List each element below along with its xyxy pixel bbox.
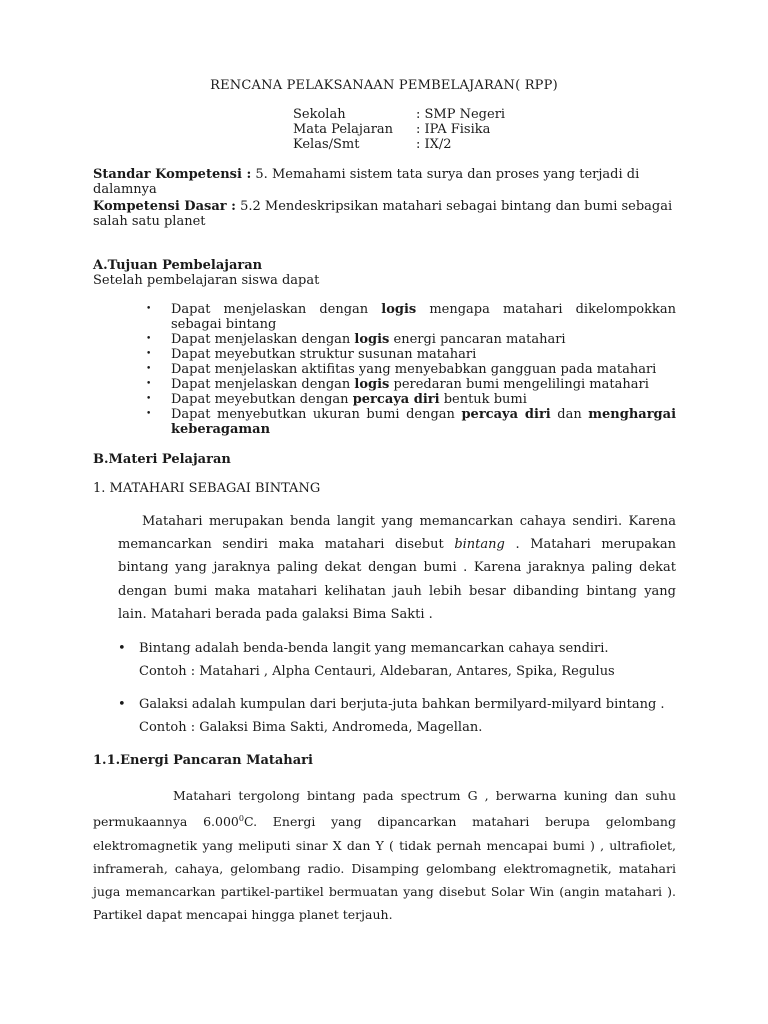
info-row-mata-pelajaran: [293, 122, 505, 137]
info-table: [293, 107, 505, 152]
info-label: Mata Pelajaran: [293, 122, 394, 137]
bullet-icon: •: [146, 379, 152, 389]
bullet-icon: •: [146, 304, 152, 314]
info-value: : IPA Fisika: [416, 122, 491, 137]
bintang-definition: [118, 637, 678, 683]
bullet-icon: •: [118, 697, 126, 712]
matahari-paragraph: Matahari merupakan benda langit yang memancarkan cahaya sendiri. Karena memancarkan sendiri maka matahari disebut bintang . Matahari merupakan bintang yang jaraknya paling dekat dengan bumi . Karena jaraknya paling dekat dengan bumi maka matahari kelihatan jauh lebih besar dibanding bintang yang lain. Matahari berada pada galaksi Bima Sakti .: [118, 514, 677, 622]
standar-label: Standar Kompetensi :: [93, 167, 252, 182]
bullet-icon: •: [146, 409, 152, 419]
list-item: • Dapat menyebutkan ukuran bumi dengan percaya diri dan menghargai keberagaman: [146, 407, 677, 437]
bintang-example: Contoh : Matahari , Alpha Centauri, Aldebaran, Antares, Spika, Regulus: [139, 664, 615, 679]
info-value: : IX/2: [416, 137, 452, 152]
energi-heading: 1.1.Energi Pancaran Matahari: [93, 753, 313, 768]
materi-sub-matahari: 1. MATAHARI SEBAGAI BINTANG: [93, 481, 321, 496]
list-item: • Dapat menjelaskan aktifitas yang menyebabkan gangguan pada matahari: [146, 362, 657, 377]
tujuan-heading: A.Tujuan Pembelajaran: [93, 258, 263, 273]
bullet-icon: •: [146, 394, 152, 404]
tujuan-list: [146, 302, 676, 437]
list-item: • Dapat menjelaskan dengan logis energi pancaran matahari: [146, 332, 566, 347]
kompetensi-label: Kompetensi Dasar :: [93, 199, 236, 214]
info-label: Sekolah: [293, 107, 346, 122]
bintang-def-text: Bintang adalah benda-benda langit yang memancarkan cahaya sendiri.: [139, 641, 609, 656]
info-label: Kelas/Smt: [293, 137, 360, 152]
list-item: • Dapat meyebutkan dengan percaya diri bentuk bumi: [146, 392, 527, 407]
energi-paragraph: Matahari tergolong bintang pada spectrum G , berwarna kuning dan suhu permukaannya 6.000$^0$C. Energi yang dipancarkan matahari berupa gelombang elektromagnetik yang meliputi sinar X dan Y ( tidak pernah mencapai bumi ) , ultrafiolet, inframerah, cahaya, gelombang radio. Disamping gelombang elektromagnetik, matahari juga memancarkan partikel-partikel bermuatan yang disebut Solar Win (angin matahari ). Partikel dapat mencapai hingga planet terjauh.: [93, 788, 676, 923]
list-item: • Dapat menjelaskan dengan logis mengapa matahari dikelompokkan sebagai bintang: [146, 302, 676, 332]
kompetensi-dasar: [93, 199, 676, 229]
list-item: • Dapat meyebutkan struktur susunan matahari: [146, 347, 477, 362]
bullet-icon: •: [146, 349, 152, 359]
kompetensi-text: 5.2 Mendeskripsikan matahari sebagai bintang dan bumi sebagai salah satu planet: [93, 199, 673, 229]
bullet-icon: •: [146, 334, 152, 344]
info-value: : SMP Negeri: [416, 107, 506, 122]
materi-heading: B.Materi Pelajaran: [93, 452, 231, 467]
tujuan-intro: Setelah pembelajaran siswa dapat: [93, 273, 320, 288]
bullet-icon: •: [146, 364, 152, 374]
info-row-kelas: [293, 137, 505, 152]
galaksi-def-text: Galaksi adalah kumpulan dari berjuta-juta bahkan bermilyard-milyard bintang .: [139, 697, 665, 712]
standar-text: 5. Memahami sistem tata surya dan proses yang terjadi di dalamnya: [93, 167, 640, 197]
galaksi-example: Contoh : Galaksi Bima Sakti, Andromeda, Magellan.: [139, 720, 483, 735]
info-row-sekolah: [293, 107, 505, 122]
list-item: • Dapat menjelaskan dengan logis peredaran bumi mengelilingi matahari: [146, 377, 649, 392]
document-title: RENCANA PELAKSANAAN PEMBELAJARAN( RPP): [210, 78, 558, 93]
bullet-icon: •: [118, 641, 126, 656]
galaksi-definition: [118, 693, 678, 739]
standar-kompetensi: [93, 167, 676, 197]
